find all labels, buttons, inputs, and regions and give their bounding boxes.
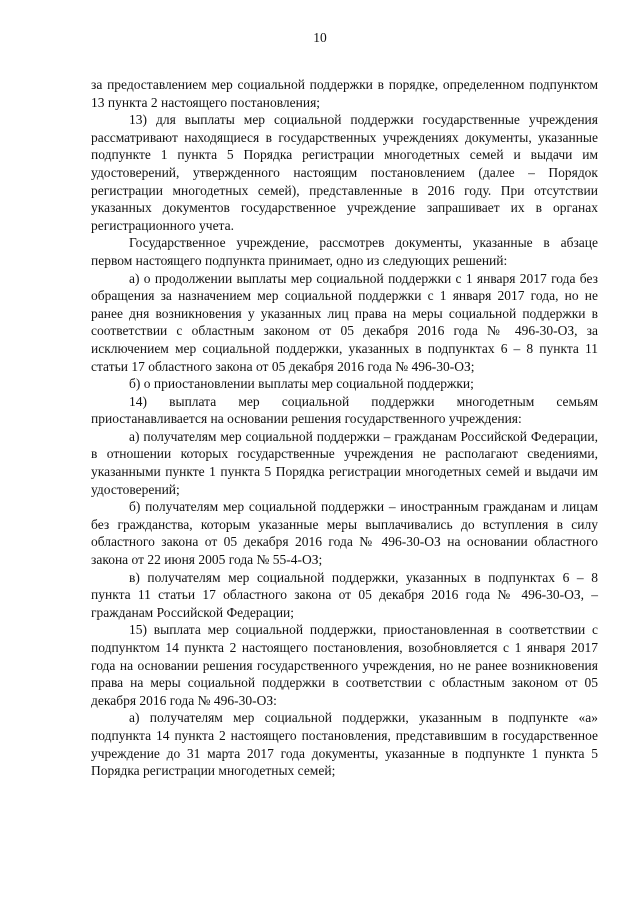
paragraph-decision-intro: Государственное учреждение, рассмотрев документы, указанные в абзаце первом настоящего подпункта принимает, одно из следующих решений: bbox=[91, 235, 598, 268]
paragraph-decision-a: а) о продолжении выплаты мер социальной поддержки с 1 января 2017 года без обращения за назначением мер социальной поддержки с 1 января 2017 года, но не ранее дня возникновения у указанных лиц права на меры социальной поддержки в соответствии с областным законом от 05 декабря 2016 года № 496-30-ОЗ, за исключением мер социальной поддержки, указанных в подпунктах 6 – 8 пункта 11 статьи 17 областного закона от 05 декабря 2016 года № 496-30-ОЗ; bbox=[91, 270, 598, 374]
paragraph-item-14-a: а) получателям мер социальной поддержки – гражданам Российской Федерации, в отношении которых государственные учреждения не располагают сведениями, указанными пункте 1 пункта 5 Порядка регистрации многодетных семей и выдачи им удостоверений; bbox=[91, 428, 598, 497]
paragraph-item-14-v: в) получателям мер социальной поддержки, указанных в подпунктах 6 – 8 пункта 11 статьи 17 областного закона от 05 декабря 2016 года № 496-30-ОЗ, – гражданам Российской Федерации; bbox=[91, 569, 598, 620]
paragraph-item-15-a: а) получателям мер социальной поддержки, указанным в подпункте «а» подпункта 14 пункта 2 настоящего постановления, представившим в государственное учреждение до 31 марта 2017 года документы, указанные в подпункте 1 пункта 5 Порядка регистрации многодетных семей; bbox=[91, 710, 598, 779]
paragraph-item-14: 14) выплата мер социальной поддержки многодетным семьям приостанавливается на основании решения государственного учреждения: bbox=[91, 393, 598, 427]
paragraph-continuation: за предоставлением мер социальной поддержки в порядке, определенном подпунктом 13 пункта 2 настоящего постановления; bbox=[91, 77, 598, 110]
paragraph-decision-b: б) о приостановлении выплаты мер социальной поддержки; bbox=[129, 376, 474, 392]
page-number: 10 bbox=[313, 30, 327, 45]
paragraph-item-14-b: б) получателям мер социальной поддержки – иностранным гражданам и лицам без гражданства, которым указанные меры выплачивались до вступления в силу областного закона от 05 декабря 2016 года № 496-30-ОЗ на основании областного закона от 22 июня 2005 года № 55-4-ОЗ; bbox=[91, 499, 598, 568]
document-body bbox=[91, 76, 598, 780]
paragraph-item-15: 15) выплата мер социальной поддержки, приостановленная в соответствии с подпунктом 14 пункта 2 настоящего постановления, возобновляется с 1 января 2017 года на основании решения государственного учреждения, но не ранее возникновения права на меры социальной поддержки в соответствии с областным законом от 05 декабря 2016 года № 496-30-ОЗ: bbox=[91, 622, 598, 708]
paragraph-item-13: 13) для выплаты мер социальной поддержки государственные учреждения рассматривают находящиеся в государственных учреждениях документы, указанные подпункте 1 пункта 5 Порядка регистрации многодетных семей и выдачи им удостоверений, утвержденного настоящим постановлением (далее – Порядок регистрации многодетных семей), представленные в 2016 году. При отсутствии указанных документов государственное учреждение запрашивает их в органах регистрационного учета. bbox=[91, 112, 598, 233]
